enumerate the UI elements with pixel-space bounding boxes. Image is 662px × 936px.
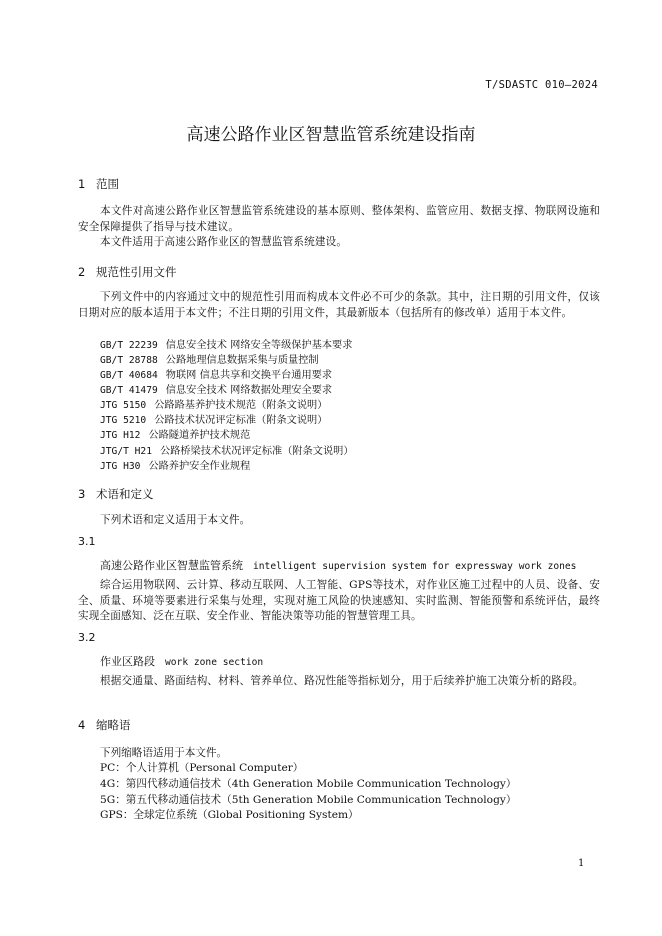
term-definition: 综合运用物联网、云计算、移动互联网、人工智能、GPS等技术，对作业区施工过程中的人员、设备、安全、质量、环境等要素进行采集与处理，实现对施工风险的快速感知、实时监测、智能预警和系统评估，最终实现全面感知、泛在互联、安全作业、智能决策等功能的智慧管理工具。 bbox=[78, 579, 600, 622]
document-number: T/SDASTC 010—2024 bbox=[485, 79, 598, 91]
reference-code: JTG 5150 bbox=[100, 400, 147, 411]
section-number: 4 bbox=[78, 718, 86, 732]
reference-item bbox=[100, 426, 250, 441]
reference-item bbox=[100, 381, 332, 396]
reference-code: GB/T 22239 bbox=[100, 340, 158, 351]
abbreviation-item: GPS：全球定位系统（Global Positioning System） bbox=[100, 809, 359, 821]
reference-code: JTG H30 bbox=[100, 461, 141, 472]
reference-code: GB/T 40684 bbox=[100, 370, 158, 381]
paragraph: 下列缩略语适用于本文件。 bbox=[100, 747, 228, 759]
term-english: intelligent supervision system for expressway work zones bbox=[253, 561, 577, 572]
reference-title: 公路技术状况评定标准（附条文说明） bbox=[154, 415, 328, 426]
reference-code: GB/T 41479 bbox=[100, 385, 158, 396]
term-entry bbox=[100, 557, 576, 573]
reference-item bbox=[100, 411, 327, 426]
term-chinese: 高速公路作业区智慧监管系统 bbox=[100, 559, 243, 572]
reference-title: 信息安全技术 网络数据处理安全要求 bbox=[165, 385, 333, 396]
term-english: work zone section bbox=[165, 657, 264, 668]
section-heading-terms-and-definitions bbox=[78, 486, 154, 502]
reference-item bbox=[100, 336, 352, 351]
term-definition: 根据交通量、路面结构、材料、管养单位、路况性能等指标划分，用于后续养护施工决策分析的路段。 bbox=[100, 675, 584, 687]
paragraph: 本文件适用于高速公路作业区的智慧监管系统建设。 bbox=[100, 236, 348, 248]
reference-code: GB/T 28788 bbox=[100, 355, 158, 366]
reference-title: 物联网 信息共享和交换平台通用要求 bbox=[165, 370, 333, 381]
reference-title: 公路隧道养护技术规范 bbox=[148, 430, 251, 441]
abbreviation-item: 5G：第五代移动通信技术（5th Generation Mobile Communication Technology） bbox=[100, 794, 517, 806]
section-number: 2 bbox=[78, 265, 86, 279]
page-title: 高速公路作业区智慧监管系统建设指南 bbox=[186, 125, 476, 145]
paragraph: 下列文件中的内容通过文中的规范性引用而构成本文件必不可少的条款。其中，注日期的引用文件，仅该日期对应的版本适用于本文件；不注日期的引用文件，其最新版本（包括所有的修改单）适用于本文件。 bbox=[78, 291, 600, 319]
term-entry bbox=[100, 653, 263, 669]
reference-title: 公路桥梁技术状况评定标准（附条文说明） bbox=[159, 446, 354, 457]
page-number: 1 bbox=[578, 858, 585, 869]
reference-item bbox=[100, 351, 319, 366]
reference-title: 公路路基养护技术规范（附条文说明） bbox=[154, 400, 328, 411]
reference-title: 信息安全技术 网络安全等级保护基本要求 bbox=[165, 340, 353, 351]
section-title: 缩略语 bbox=[96, 718, 131, 732]
paragraph: 下列术语和定义适用于本文件。 bbox=[100, 514, 251, 526]
section-title: 术语和定义 bbox=[96, 487, 154, 501]
reference-code: JTG/T H21 bbox=[100, 446, 152, 457]
abbreviation-item: 4G：第四代移动通信技术（4th Generation Mobile Communication Technology） bbox=[100, 778, 517, 790]
section-number: 1 bbox=[78, 177, 86, 191]
section-heading-normative-references bbox=[78, 264, 177, 280]
paragraph: 本文件对高速公路作业区智慧监管系统建设的基本原则、整体架构、监管应用、数据支撑、物联网设施和安全保障提供了指导与技术建议。 bbox=[78, 205, 600, 233]
reference-item bbox=[100, 396, 327, 411]
section-number: 3 bbox=[78, 487, 86, 501]
reference-code: JTG H12 bbox=[100, 430, 141, 441]
reference-item bbox=[100, 366, 332, 381]
term-number: 3.1 bbox=[78, 535, 96, 548]
abbreviation-item: PC：个人计算机（Personal Computer） bbox=[100, 762, 304, 774]
term-number: 3.2 bbox=[78, 631, 96, 644]
section-heading-scope bbox=[78, 176, 119, 192]
section-title: 范围 bbox=[96, 177, 119, 191]
term-chinese: 作业区路段 bbox=[100, 655, 155, 668]
section-heading-abbreviations bbox=[78, 717, 131, 733]
reference-item bbox=[100, 457, 250, 472]
reference-title: 公路养护安全作业规程 bbox=[148, 461, 251, 472]
reference-code: JTG 5210 bbox=[100, 415, 147, 426]
reference-title: 公路地理信息数据采集与质量控制 bbox=[165, 355, 319, 366]
reference-item bbox=[100, 442, 354, 457]
section-title: 规范性引用文件 bbox=[96, 265, 177, 279]
